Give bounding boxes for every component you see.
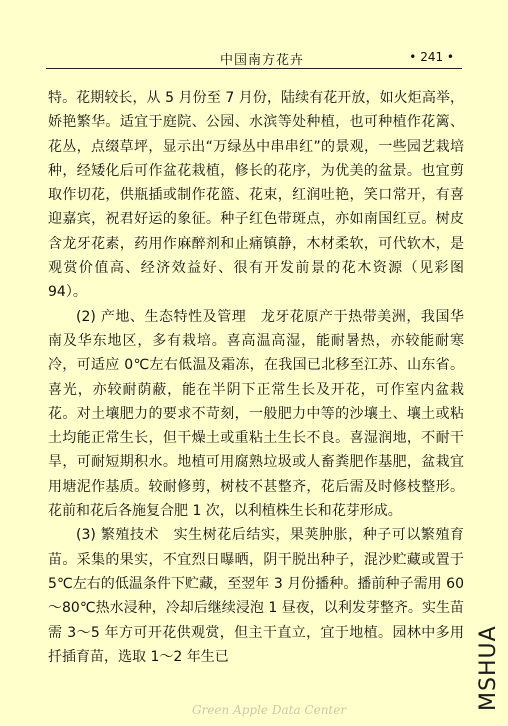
paragraph-propagation: (3) 繁殖技术 实生树花后结实，果荚肿胀，种子可以繁殖育苗。采集的果实，不宜烈日曝晒，阴干脱出种子，混沙贮藏或置于 5℃左右的低温条件下贮藏，至翌年 3 月份播种。播前种子需用 60～80℃热水浸种，冷却后继续浸泡 1 昼夜，以利发芽整齐。实生苗需 3～5 年方可开花供观赏，但主干直立，宜于地植。园林中多用扦插育苗，选取 1～2 年生已 [48,527,464,665]
body-text [48,86,464,669]
watermark-side-text: MSHUA [476,625,501,711]
page-header [46,47,462,67]
watermark-footer: Green Apple Data Center [192,703,347,717]
header-rule [46,68,462,69]
running-title: 中国南方花卉 [220,53,305,68]
paragraph-continuation: 特。花期较长，从 5 月份至 7 月份，陆续有花开放，如火炬高举，娇艳繁华。适宜于庭院、公园、水滨等处种植，也可种植作花篱、花丛，点缀草坪，显示出“万绿丛中串串红”的景观，一些园艺栽培种，经矮化后可作盆花栽植，修长的花序，为优美的盆景。也宜剪取作切花，供瓶插或制作花篮、花束，红润吐艳，笑口常开，有喜迎嘉宾，祝君好运的象征。种子红色带斑点，亦如南国红豆。树皮含龙牙花素，药用作麻醉剂和止痛镇静，木材柔软，可代软木，是观赏价值高、经济效益好、很有开发前景的花木资源（见彩图 94）。 [48,90,464,301]
page-number: • 241 • [409,50,454,64]
paragraph-habitat-ecology: (2) 产地、生态特性及管理 龙牙花原产于热带美洲，我国华南及华东地区，多有栽培。喜高温高湿，能耐暑热，亦较能耐寒冷，可适应 0℃左右低温及霜冻，在我国已北移至江苏、山东省。喜光，亦较耐荫蔽，能在半阴下正常生长及开花，可作室内盆栽花。对土壤肥力的要求不苛刻，一般肥力中等的沙壤土、壤土或粘土均能正常生长，但干燥土或重粘土生长不良。喜湿润地，不耐干旱，可耐短期积水。地植可用腐熟垃圾或人畜粪肥作基肥，盆栽宜用塘泥作基质。较耐修剪，树枝不甚整齐，花后需及时修枝整形。花前和花后各施复合肥 1 次，以利植株生长和花芽形成。 [48,308,464,520]
watermark-side [473,612,501,712]
